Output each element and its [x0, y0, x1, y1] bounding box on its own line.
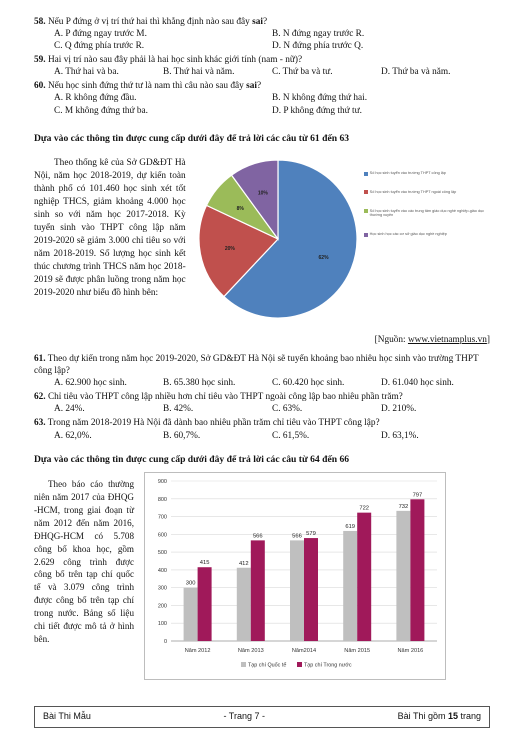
pie-legend-item [364, 209, 489, 218]
legend-swatch [364, 172, 368, 176]
option-d[interactable]: D. Thứ ba và năm. [381, 67, 451, 78]
source-end: ] [486, 335, 490, 346]
legend-label: Số học sinh tuyển vào trường THPT công lập [369, 171, 446, 176]
footer-left: Bài Thi Mẫu [43, 711, 91, 722]
option-a[interactable]: A. P đứng ngay trước M. [54, 29, 147, 40]
section-64-66-intro: Theo báo cáo thường niên năm 2017 của ĐHQG -HCM, trong giai đoạn từ năm 2012 đến năm 2016, ĐHQG-HCM có 5.708 công bố khoa học, gồm 2.629 công trình được công bố trên tạp chí quốc tế và 3.079 công trình được công bố trên tạp chí trong nước. Bảng số liệu chi tiết được mô tả ở hình bên. [34, 479, 134, 644]
section-61-63-title: Dựa vào các thông tin được cung cấp dưới đây để trả lời các câu từ 61 đến 63 [34, 132, 350, 144]
y-tick-label: 900 [157, 479, 167, 486]
question-number: 61. [34, 354, 46, 365]
answer-options [34, 92, 490, 116]
legend-label: Tạp chí Trong nước [304, 662, 352, 669]
bar-value-label: 732 [398, 503, 409, 510]
legend-swatch [297, 662, 302, 667]
footer-right [398, 711, 481, 723]
question-number: 63. [34, 418, 46, 429]
y-tick-label: 200 [157, 603, 167, 610]
bar [304, 538, 318, 641]
option-a[interactable]: A. R không đứng đầu. [54, 93, 137, 104]
option-b[interactable]: B. N không đứng thứ hai. [272, 93, 368, 104]
question-58-text [34, 16, 490, 28]
section-64-66-title: Dựa vào các thông tin được cung cấp dưới đây để trả lời các câu từ 64 đến 66 [34, 453, 350, 465]
question-number: 59. [34, 55, 46, 66]
pie-legend-item [364, 171, 489, 176]
option-c[interactable]: C. 60.420 học sinh. [272, 378, 345, 389]
y-tick-label: 500 [157, 550, 167, 557]
x-tick-label: Năm 2015 [344, 648, 371, 655]
pie-legend-item [364, 190, 489, 195]
bar-value-label: 579 [306, 531, 316, 538]
footer-page-number: - Trang 7 - [223, 711, 265, 722]
question-59-text [34, 54, 490, 66]
x-tick-label: Năm2014 [291, 648, 317, 655]
bar-value-label: 300 [185, 580, 196, 587]
bar-value-label: 619 [345, 524, 356, 531]
question-63 [34, 417, 490, 441]
bar-value-label: 412 [238, 560, 249, 567]
question-text-end: ? [256, 81, 262, 92]
option-c[interactable]: C. 61,5%. [272, 430, 310, 441]
question-text: Chỉ tiêu vào THPT công lập nhiều hơn chỉ tiêu vào THPT ngoài công lập bao nhiêu phần trăm? [45, 392, 403, 403]
legend-label: Số học sinh tuyển vào trường THPT ngoài công lập [369, 189, 457, 194]
question-63-text [34, 417, 490, 429]
question-text: Nếu P đứng ở vị trí thứ hai thì khẳng định nào sau đây [45, 17, 253, 27]
bar-value-label: 566 [292, 533, 302, 540]
bar [396, 511, 410, 641]
answer-options [34, 66, 490, 78]
source-label: [Nguồn: [374, 335, 408, 346]
bar [184, 588, 198, 641]
question-58 [34, 16, 490, 52]
option-a[interactable]: A. 62.900 học sinh. [54, 378, 127, 389]
question-number: 58. [34, 17, 46, 27]
answer-options [34, 28, 490, 52]
option-a[interactable]: A. 62,0%. [54, 430, 92, 441]
section-61-63-content [34, 157, 490, 347]
question-61-text [34, 353, 490, 377]
pie-legend [364, 171, 489, 251]
question-number: 62. [34, 392, 46, 403]
option-d[interactable]: D. P không đứng thứ tư. [272, 105, 362, 116]
footer-right-prefix: Bài Thi gồm [397, 711, 448, 722]
option-b[interactable]: B. 60,7%. [163, 430, 201, 441]
option-b[interactable]: B. N đứng ngay trước R. [272, 29, 365, 40]
option-b[interactable]: B. 42%. [163, 404, 194, 415]
pie-slice-label: 8% [236, 205, 244, 212]
legend-label: Số học sinh tuyển vào các trung tâm giáo dục nghề nghiệp-giáo dục thường xuyên [369, 208, 485, 218]
legend-swatch [241, 662, 246, 667]
bar-value-label: 797 [412, 492, 423, 499]
legend-swatch [364, 233, 368, 237]
option-c[interactable]: C. Q đứng phía trước R. [54, 41, 145, 52]
bar-chart [145, 473, 445, 679]
legend-label: Học sinh học các cơ sở giáo dục nghề nghiệp [369, 232, 447, 237]
question-text-end: ? [263, 17, 268, 27]
pie-chart-area [186, 157, 490, 347]
pie-slice-label: 62% [318, 255, 329, 262]
option-b[interactable]: B. 65.380 học sinh. [163, 378, 236, 389]
question-text: Nếu học sinh đứng thứ tư là nam thì câu nào sau đây [45, 81, 247, 92]
question-61 [34, 353, 490, 389]
section-61-63-intro: Theo thống kê của Sở GD&ĐT Hà Nội, năm học 2018-2019, dự kiến toàn thành phố có 101.460 học sinh xét tốt nghiệp THCS, giảm khoảng 4.000 học sinh so với năm học 2017-2018. Kỳ tuyển sinh vào THPT công lập năm 2019-2020 sẽ giảm 3.000 chỉ tiêu so với năm 2018-2019. Số lượng học sinh kết thúc chương trình THCS năm học 2018-2019 sẽ được phân luồng trong năm học 2019-2020 như biểu đồ hình bên: [34, 158, 186, 299]
y-tick-label: 100 [157, 621, 167, 628]
question-62 [34, 391, 490, 415]
legend-swatch [364, 190, 368, 194]
bar [251, 540, 265, 641]
bar-chart-frame [144, 472, 446, 680]
option-c[interactable]: C. M không đứng thứ ba. [54, 105, 149, 116]
legend-swatch [364, 209, 368, 213]
source-link[interactable]: www.vietnamplus.vn [407, 335, 487, 346]
bar [198, 567, 212, 641]
pie-slice-label: 20% [224, 246, 235, 253]
y-tick-label: 0 [163, 639, 167, 646]
option-b[interactable]: B. Thứ hai và năm. [163, 67, 235, 78]
pie-legend-item [364, 232, 489, 237]
answer-options [34, 403, 490, 415]
pie-chart [196, 157, 361, 322]
bar-value-label: 415 [199, 560, 210, 567]
x-tick-label: Năm 2012 [184, 648, 211, 655]
question-60-text [34, 80, 490, 92]
y-tick-label: 400 [157, 567, 167, 574]
footer-total-pages: 15 [447, 711, 458, 722]
option-d[interactable]: D. 61.040 học sinh. [381, 378, 454, 389]
y-tick-label: 600 [157, 532, 167, 539]
question-number: 60. [34, 81, 46, 92]
bar [290, 540, 304, 641]
question-text: Trong năm 2018-2019 Hà Nội đã dành bao nhiêu phần trăm chỉ tiêu vào THPT công lập? [45, 418, 380, 429]
option-d[interactable]: D. 63,1%. [381, 430, 419, 441]
question-text: Hai vị trí nào sau đây phải là hai học sinh khác giới tính (nam - nữ)? [45, 55, 303, 66]
option-a[interactable]: A. Thứ hai và ba. [54, 67, 119, 78]
bar [357, 513, 371, 641]
bar-value-label: 566 [252, 533, 263, 540]
question-60 [34, 80, 490, 116]
question-text: Theo dự kiến trong năm học 2019-2020, Sở GD&ĐT Hà Nội sẽ tuyển khoảng bao nhiêu học sinh vào trường THPT công lập? [34, 354, 479, 377]
answer-options [34, 430, 490, 442]
option-c[interactable]: C. 63%. [272, 404, 303, 415]
question-62-text [34, 391, 490, 403]
bar [237, 568, 251, 641]
x-tick-label: Năm 2016 [397, 648, 424, 655]
emphasis: sai [246, 81, 257, 92]
y-tick-label: 800 [157, 496, 167, 503]
page-footer [34, 706, 490, 728]
y-tick-label: 300 [157, 585, 167, 592]
legend-label: Tạp chí Quốc tế [248, 662, 287, 669]
footer-right-suffix: trang [457, 711, 481, 722]
answer-options [34, 377, 490, 389]
bar-value-label: 722 [359, 505, 370, 512]
y-tick-label: 700 [157, 514, 167, 521]
question-59 [34, 54, 490, 78]
emphasis: sai [252, 17, 263, 27]
option-d[interactable]: D. N đứng phía trước Q. [272, 41, 364, 52]
bar [343, 531, 357, 641]
option-c[interactable]: C. Thứ ba và tư. [272, 67, 333, 78]
source-citation [375, 334, 490, 346]
x-tick-label: Năm 2013 [237, 648, 264, 655]
pie-slice-label: 10% [257, 190, 268, 197]
section-64-66-content [34, 472, 490, 680]
option-a[interactable]: A. 24%. [54, 404, 85, 415]
bar [410, 499, 424, 641]
option-d[interactable]: D. 210%. [381, 404, 417, 415]
